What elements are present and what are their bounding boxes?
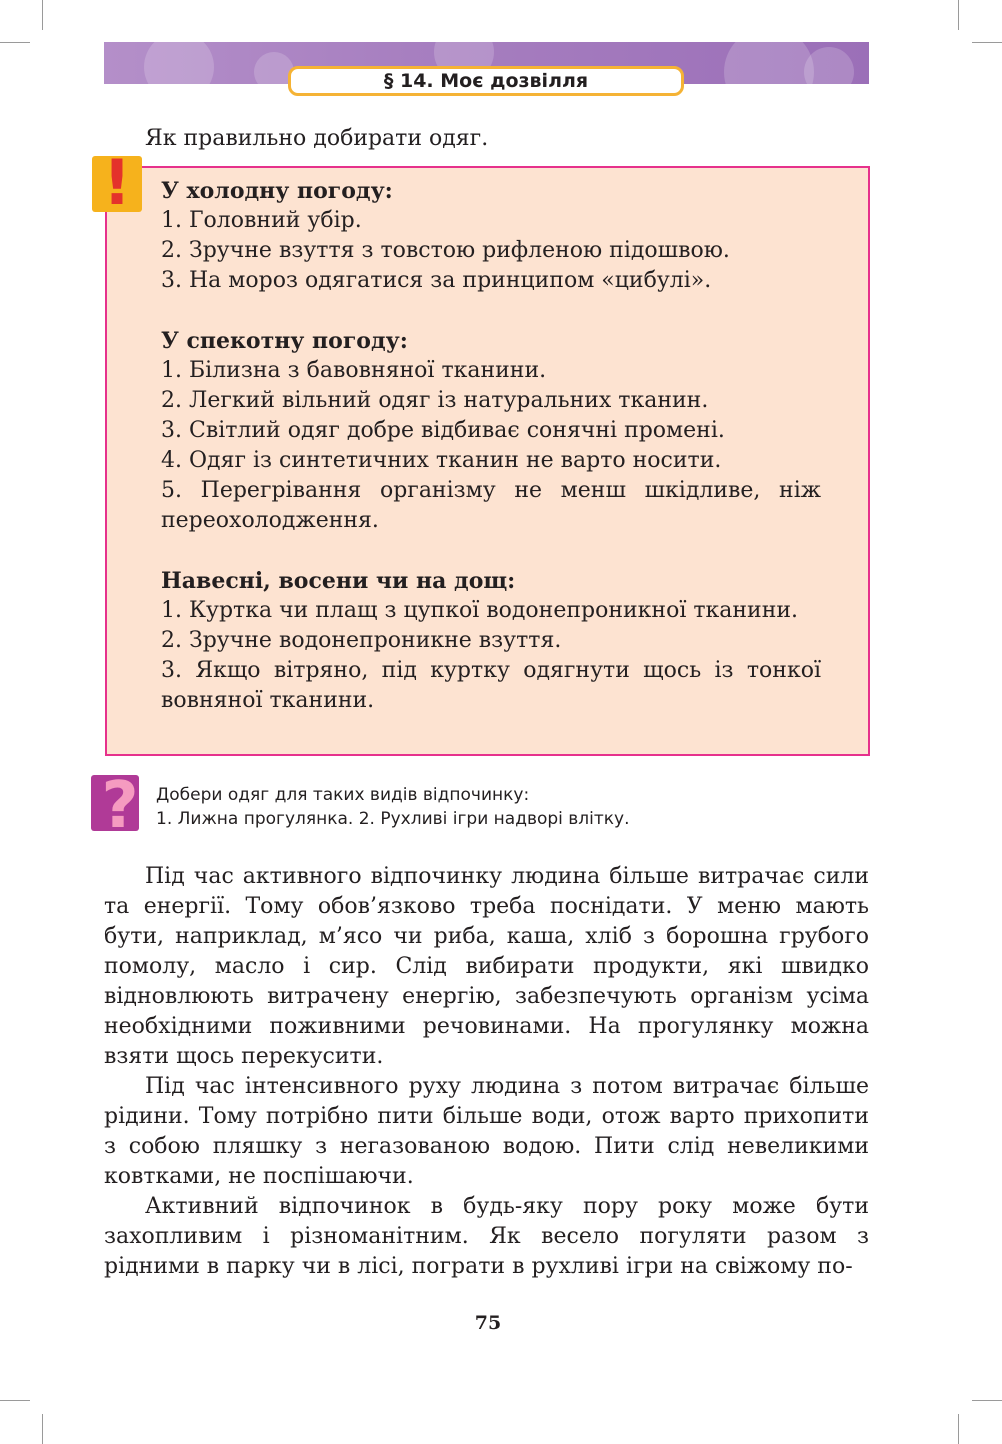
decorative-bubble [724,42,814,84]
paragraph: Під час інтенсивного руху людина з потом витрачає більше рідини. Тому потрібно пити більше води, отож варто прихопити з собою пляшку з негазованою водою. Пити слід невеликими ковтками, не поспішаючи. [104,1074,869,1189]
rules-content [161,176,821,716]
crop-mark [42,1414,43,1444]
exclamation-glyph: ! [102,146,132,219]
crop-mark [972,1400,1002,1401]
paragraph: Активний відпочинок в будь-яку пору року може бути захопливим і різноманітним. Як весело погуляти разом з рідними в парку чи в лісі, пограти в рухливі ігри на свіжому по- [104,1194,869,1279]
question-glyph: ? [101,769,139,843]
rules-group-cold [161,176,821,296]
rules-heading: У холодну погоду: [161,178,393,204]
rule-item: 3. На мороз одягатися за принципом «цибулі». [161,268,712,293]
section-title: § 14. Моє дозвілля [288,66,684,96]
page-number: 75 [474,1312,502,1334]
question-mark-icon [91,769,139,843]
rule-item: 5. Перегрівання організму не менш шкідливе, ніж переохолодження. [161,478,821,533]
rule-item: 2. Легкий вільний одяг із натуральних тканин. [161,388,709,413]
crop-mark [958,1414,959,1444]
question-line: 1. Лижна прогулянка. 2. Рухливі ігри надворі влітку. [156,809,630,829]
rule-item: 2. Зручне водонепроникне взуття. [161,628,562,653]
crop-mark [42,0,43,30]
rule-item: 3. Якщо вітряно, під куртку одягнути щось із тонкої вовняної тканини. [161,658,821,713]
decorative-bubble [144,42,214,84]
crop-mark [972,42,1002,43]
rules-group-rain [161,566,821,716]
exclamation-icon [92,146,142,219]
rules-heading: Навесні, восени чи на дощ: [161,568,516,594]
question-line: Добери одяг для таких видів відпочинку: [156,785,530,805]
rule-item: 3. Світлий одяг добре відбиває сонячні промені. [161,418,725,443]
rule-item: 4. Одяг із синтетичних тканин не варто носити. [161,448,722,473]
rules-group-hot [161,326,821,536]
rule-item: 2. Зручне взуття з товстою рифленою підошвою. [161,238,730,263]
rule-item: 1. Білизна з бавовняної тканини. [161,358,547,383]
question-text [156,783,856,831]
crop-mark [958,0,959,30]
rules-heading: У спекотну погоду: [161,328,408,354]
body-text [104,862,869,1282]
crop-mark [0,1400,30,1401]
rule-item: 1. Головний убір. [161,208,362,233]
crop-mark [0,42,30,43]
decorative-bubble [804,47,854,84]
rule-item: 1. Куртка чи плащ з цупкої водонепроникної тканини. [161,598,799,623]
intro-text: Як правильно добирати одяг. [145,126,489,151]
paragraph: Під час активного відпочинку людина більше витрачає сили та енергії. Тому обов’язково треба поснідати. У меню мають бути, наприклад, м’ясо чи риба, каша, хліб з борошна грубого помолу, масло і сир. Слід вибирати продукти, які швидко відновлюють витрачену енергію, забезпечують організм усіма необхідними поживними речовинами. На прогулянку можна взяти щось перекусити. [104,864,869,1069]
